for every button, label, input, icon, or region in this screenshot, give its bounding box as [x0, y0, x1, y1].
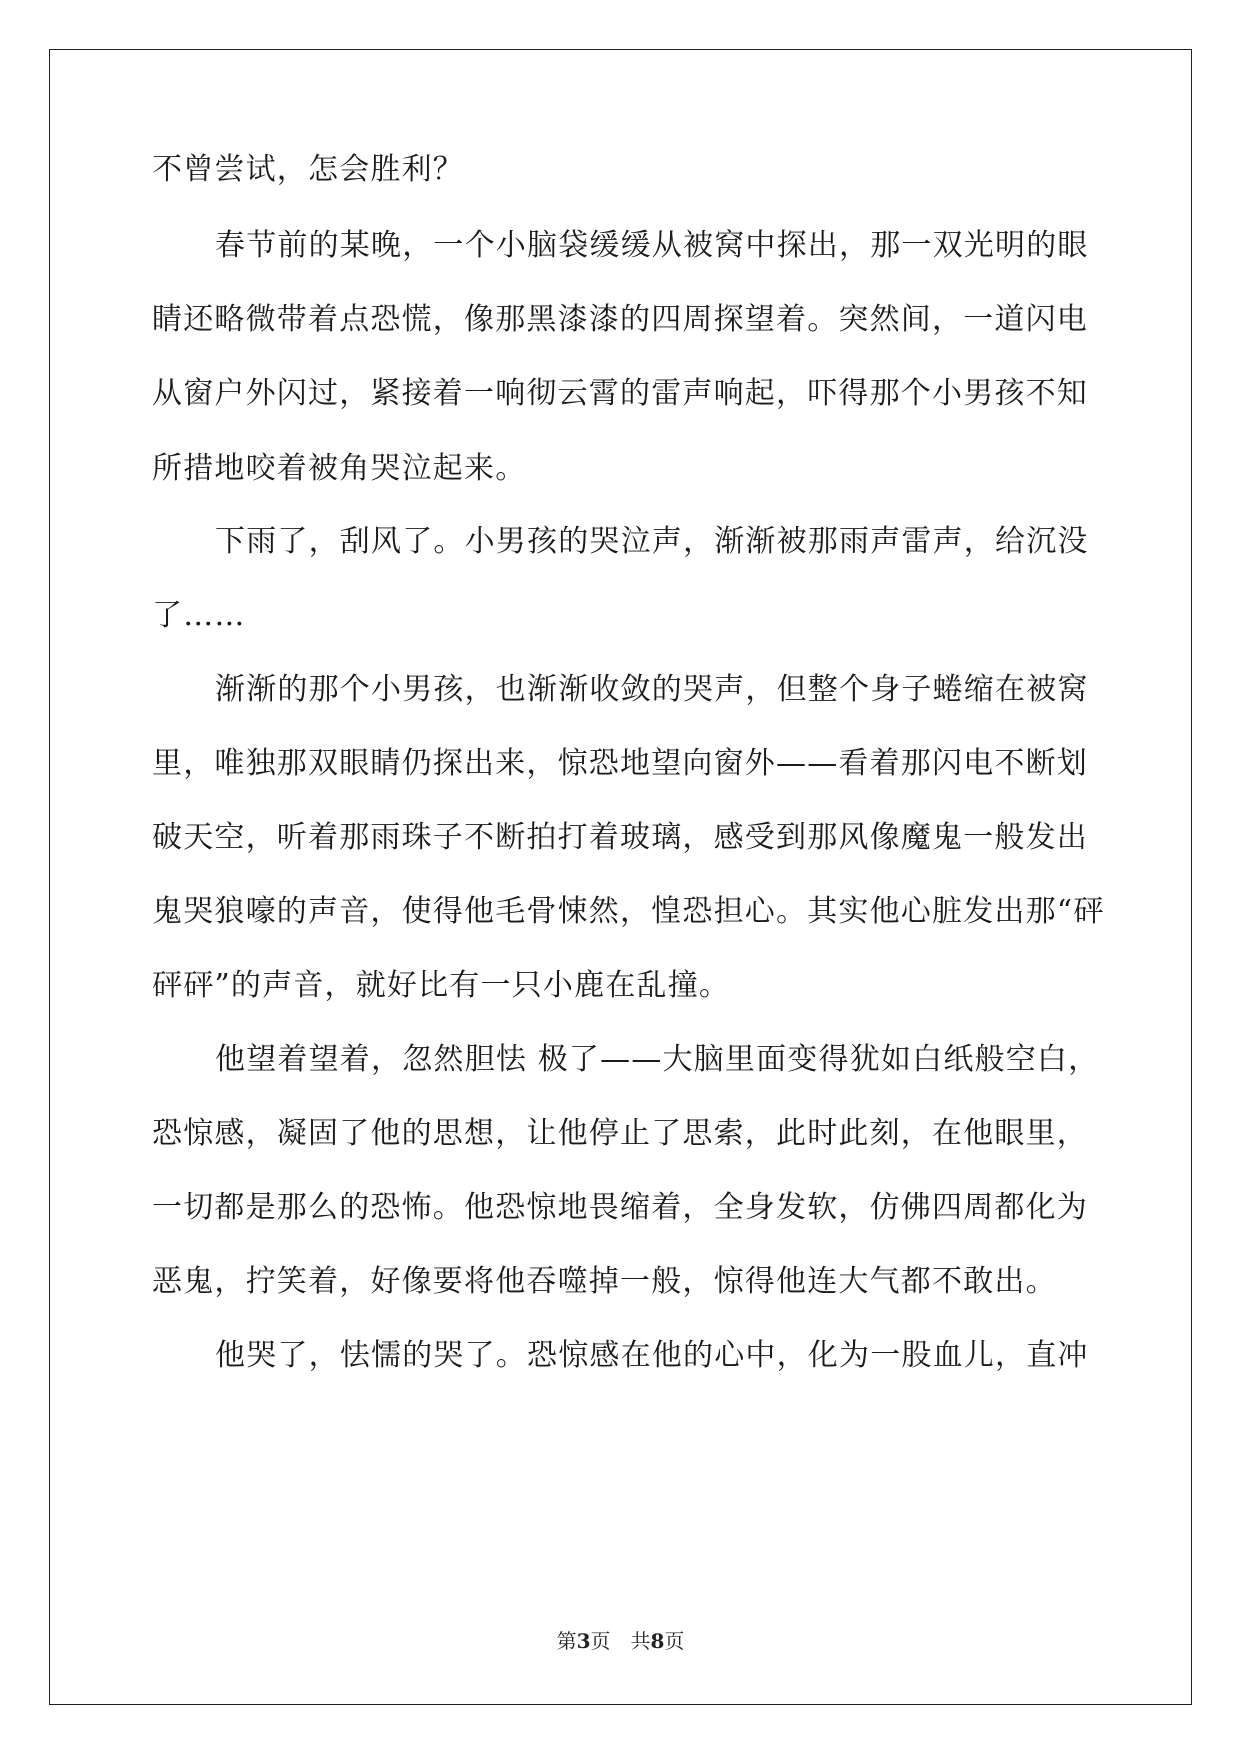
current-page-number: 3 — [576, 1629, 591, 1653]
text-line: 砰砰”的声音，就好比有一只小鹿在乱撞。 — [152, 968, 731, 1003]
text-line: 睛还略微带着点恐慌，像那黑漆漆的四周探望着。突然间，一道闪电 — [152, 302, 1088, 337]
paragraph-first-line: 春节前的某晚，一个小脑袋缓缓从被窝中探出，那一双光明的眼 — [215, 228, 1089, 263]
text-line: 一切都是那么的恐怖。他恐惊地畏缩着，全身发软，仿佛四周都化为 — [152, 1190, 1088, 1225]
text-line: 所措地咬着被角哭泣起来。 — [152, 451, 527, 486]
total-page-number: 8 — [650, 1629, 665, 1653]
text-line: 不曾尝试，怎会胜利？ — [152, 152, 464, 187]
page-border — [49, 49, 1192, 1705]
text-line: 从窗户外闪过，紧接着一响彻云霄的雷声响起，吓得那个小男孩不知 — [152, 376, 1088, 411]
page-suffix: 页 — [590, 1629, 611, 1653]
page-prefix: 第 — [556, 1629, 577, 1653]
text-line: 恶鬼，拧笑着，好像要将他吞噬掉一般，惊得他连大气都不敢出。 — [152, 1264, 1057, 1299]
total-prefix: 共 — [630, 1629, 651, 1653]
text-line: 破天空，听着那雨珠子不断拍打着玻璃，感受到那风像魔鬼一般发出 — [152, 820, 1088, 855]
paragraph-first-line: 他哭了，怯懦的哭了。恐惊感在他的心中，化为一股血儿，直冲 — [215, 1338, 1089, 1373]
page-footer — [0, 1627, 1241, 1655]
text-line: 鬼哭狼嚎的声音，使得他毛骨悚然，惶恐担心。其实他心脏发出那“砰 — [152, 894, 1105, 929]
text-line: 恐惊感，凝固了他的思想，让他停止了思索，此时此刻，在他眼里， — [152, 1116, 1088, 1151]
text-line: 里，唯独那双眼睛仍探出来，惊恐地望向窗外——看着那闪电不断划 — [152, 746, 1088, 781]
text-line: 了…… — [152, 598, 246, 633]
paragraph-first-line: 渐渐的那个小男孩，也渐渐收敛的哭声，但整个身子蜷缩在被窝 — [215, 672, 1089, 707]
paragraph-first-line: 他望着望着，忽然胆怯 极了——大脑里面变得犹如白纸般空白， — [215, 1042, 1100, 1077]
paragraph-first-line: 下雨了，刮风了。小男孩的哭泣声，渐渐被那雨声雷声，给沉没 — [215, 524, 1089, 559]
total-suffix: 页 — [664, 1629, 685, 1653]
